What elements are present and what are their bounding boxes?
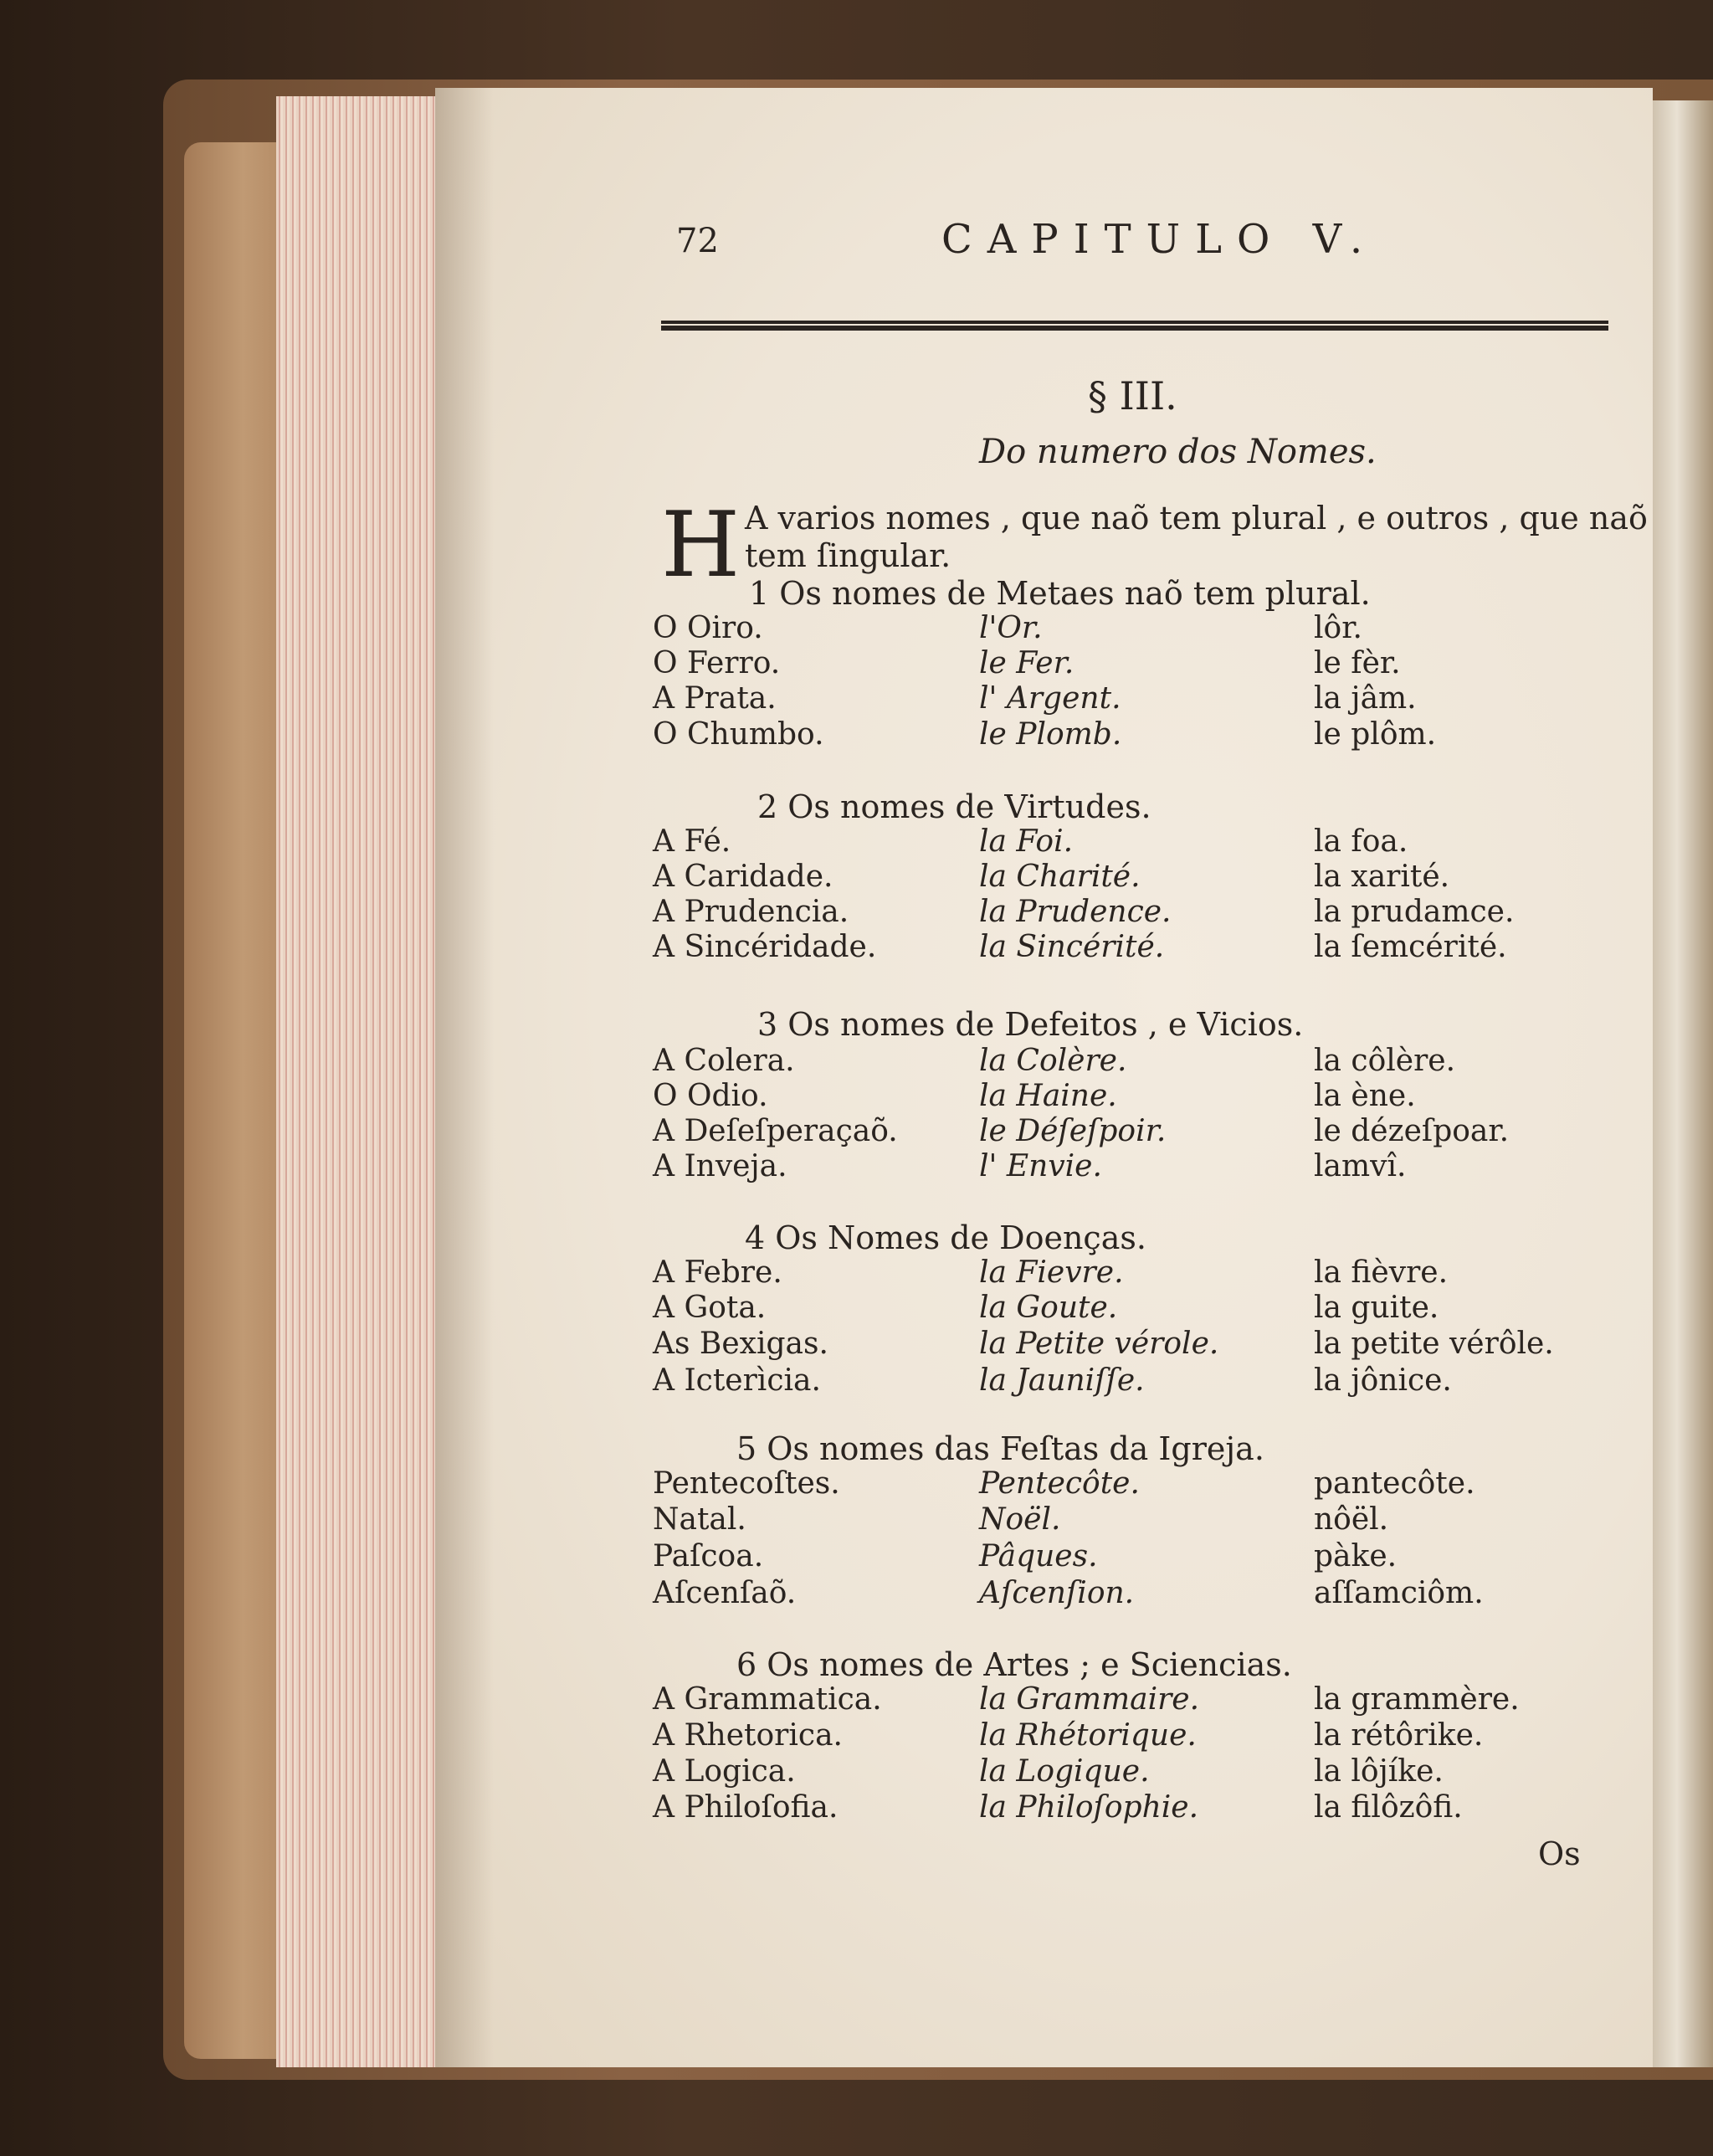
portuguese-word: A Rhetorica. (653, 1718, 843, 1753)
french-word: le Fer. (979, 646, 1074, 680)
portuguese-word: A Gota. (653, 1291, 767, 1325)
portuguese-word: O Ferro. (653, 646, 781, 680)
pronunciation: la guite. (1314, 1291, 1439, 1325)
pronunciation: la rétôrike. (1314, 1718, 1484, 1753)
pronunciation: le plôm. (1314, 717, 1437, 752)
drop-cap: H (661, 493, 741, 598)
pronunciation: la fièvre. (1314, 1255, 1449, 1290)
pronunciation: nôël. (1314, 1502, 1389, 1537)
french-word: la Rhétorique. (979, 1718, 1197, 1753)
group-heading: 5 Os nomes das Feſtas da Igreja. (736, 1430, 1264, 1467)
french-word: la Sincérité. (979, 930, 1165, 964)
portuguese-word: A Icterìcia. (653, 1363, 821, 1398)
portuguese-word: A Philoſofia. (653, 1790, 839, 1825)
french-word: l' Envie. (979, 1149, 1102, 1183)
portuguese-word: O Oiro. (653, 611, 763, 645)
portuguese-word: A Sincéridade. (653, 930, 877, 964)
french-word: la Prudence. (979, 895, 1172, 929)
pronunciation: la grammère. (1314, 1682, 1520, 1717)
french-word: la Jauniſſe. (979, 1363, 1145, 1398)
french-word: le Déſeſpoir. (979, 1114, 1167, 1148)
running-head: CAPITULO V. (941, 216, 1378, 263)
pronunciation: le fèr. (1314, 646, 1401, 680)
french-word: la Colère. (979, 1044, 1127, 1078)
header-rule (661, 321, 1608, 331)
portuguese-word: A Febre. (653, 1255, 782, 1290)
french-word: la Foi. (979, 824, 1074, 859)
pronunciation: pantecôte. (1314, 1466, 1475, 1501)
catchword: Os (1538, 1835, 1581, 1872)
french-word: la Goute. (979, 1291, 1118, 1325)
french-word: le Plomb. (979, 717, 1122, 752)
portuguese-word: Paſcoa. (653, 1539, 764, 1573)
french-word: la Charité. (979, 860, 1141, 894)
intro-line-1: A varios nomes , que naõ tem plural , e outros , que naõ (745, 500, 1648, 536)
group-heading: 2 Os nomes de Virtudes. (757, 788, 1151, 825)
french-word: la Fievre. (979, 1255, 1124, 1290)
french-word: la Philoſophie. (979, 1790, 1199, 1825)
pronunciation: la ſemcérité. (1314, 930, 1507, 964)
portuguese-word: A Logica. (653, 1754, 796, 1789)
portuguese-word: O Chumbo. (653, 717, 824, 752)
intro-line-2: tem ſingular. (745, 537, 951, 574)
portuguese-word: Natal. (653, 1502, 746, 1537)
french-word: Pâques. (979, 1539, 1098, 1573)
pronunciation: lamvî. (1314, 1149, 1407, 1183)
pronunciation: le dézeſpoar. (1314, 1114, 1510, 1148)
pronunciation: la jônice. (1314, 1363, 1452, 1398)
pronunciation: la ène. (1314, 1079, 1416, 1113)
pronunciation: lôr. (1314, 611, 1362, 645)
french-word: l'Or. (979, 611, 1043, 645)
gutter-shadow (435, 88, 494, 2067)
pronunciation: la jâm. (1314, 681, 1417, 716)
portuguese-word: A Fé. (653, 824, 731, 859)
portuguese-word: Aſcenſaõ. (653, 1576, 797, 1610)
page-edges (276, 96, 444, 2067)
french-word: la Logique. (979, 1754, 1150, 1789)
pronunciation: la filôzôfi. (1314, 1790, 1463, 1825)
group-heading: 3 Os nomes de Defeitos , e Vicios. (757, 1006, 1304, 1043)
pronunciation: la foa. (1314, 824, 1408, 859)
portuguese-word: Pentecoſtes. (653, 1466, 840, 1501)
french-word: Aſcenſion. (979, 1576, 1135, 1610)
portuguese-word: A Inveja. (653, 1149, 787, 1183)
french-word: la Petite vérole. (979, 1327, 1219, 1361)
pronunciation: aſſamciôm. (1314, 1576, 1484, 1610)
group-heading: 6 Os nomes de Artes ; e Sciencias. (736, 1646, 1292, 1683)
pronunciation: la petite vérôle. (1314, 1327, 1554, 1361)
group-heading: 1 Os nomes de Metaes naõ tem plural. (749, 575, 1371, 612)
portuguese-word: A Caridade. (653, 860, 833, 894)
portuguese-word: A Prata. (653, 681, 777, 716)
portuguese-word: A Grammatica. (653, 1682, 882, 1717)
pronunciation: la xarité. (1314, 860, 1450, 894)
pronunciation: la côlère. (1314, 1044, 1456, 1078)
portuguese-word: A Colera. (653, 1044, 795, 1078)
page-number: 72 (676, 222, 719, 260)
french-word: Noël. (979, 1502, 1061, 1537)
french-word: la Haine. (979, 1079, 1117, 1113)
group-heading: 4 Os Nomes de Doenças. (745, 1219, 1146, 1256)
facing-page-edge (1653, 100, 1713, 2067)
section-subtitle: Do numero dos Nomes. (979, 433, 1377, 471)
section-heading: § III. (1088, 373, 1177, 418)
portuguese-word: O Odio. (653, 1079, 768, 1113)
french-word: Pentecôte. (979, 1466, 1140, 1501)
french-word: l' Argent. (979, 681, 1121, 716)
portuguese-word: A Deſeſperaçaõ. (653, 1114, 898, 1148)
portuguese-word: A Prudencia. (653, 895, 849, 929)
pronunciation: pàke. (1314, 1539, 1398, 1573)
pronunciation: la prudamce. (1314, 895, 1515, 929)
pronunciation: la lôjíke. (1314, 1754, 1444, 1789)
portuguese-word: As Bexigas. (653, 1327, 828, 1361)
french-word: la Grammaire. (979, 1682, 1200, 1717)
